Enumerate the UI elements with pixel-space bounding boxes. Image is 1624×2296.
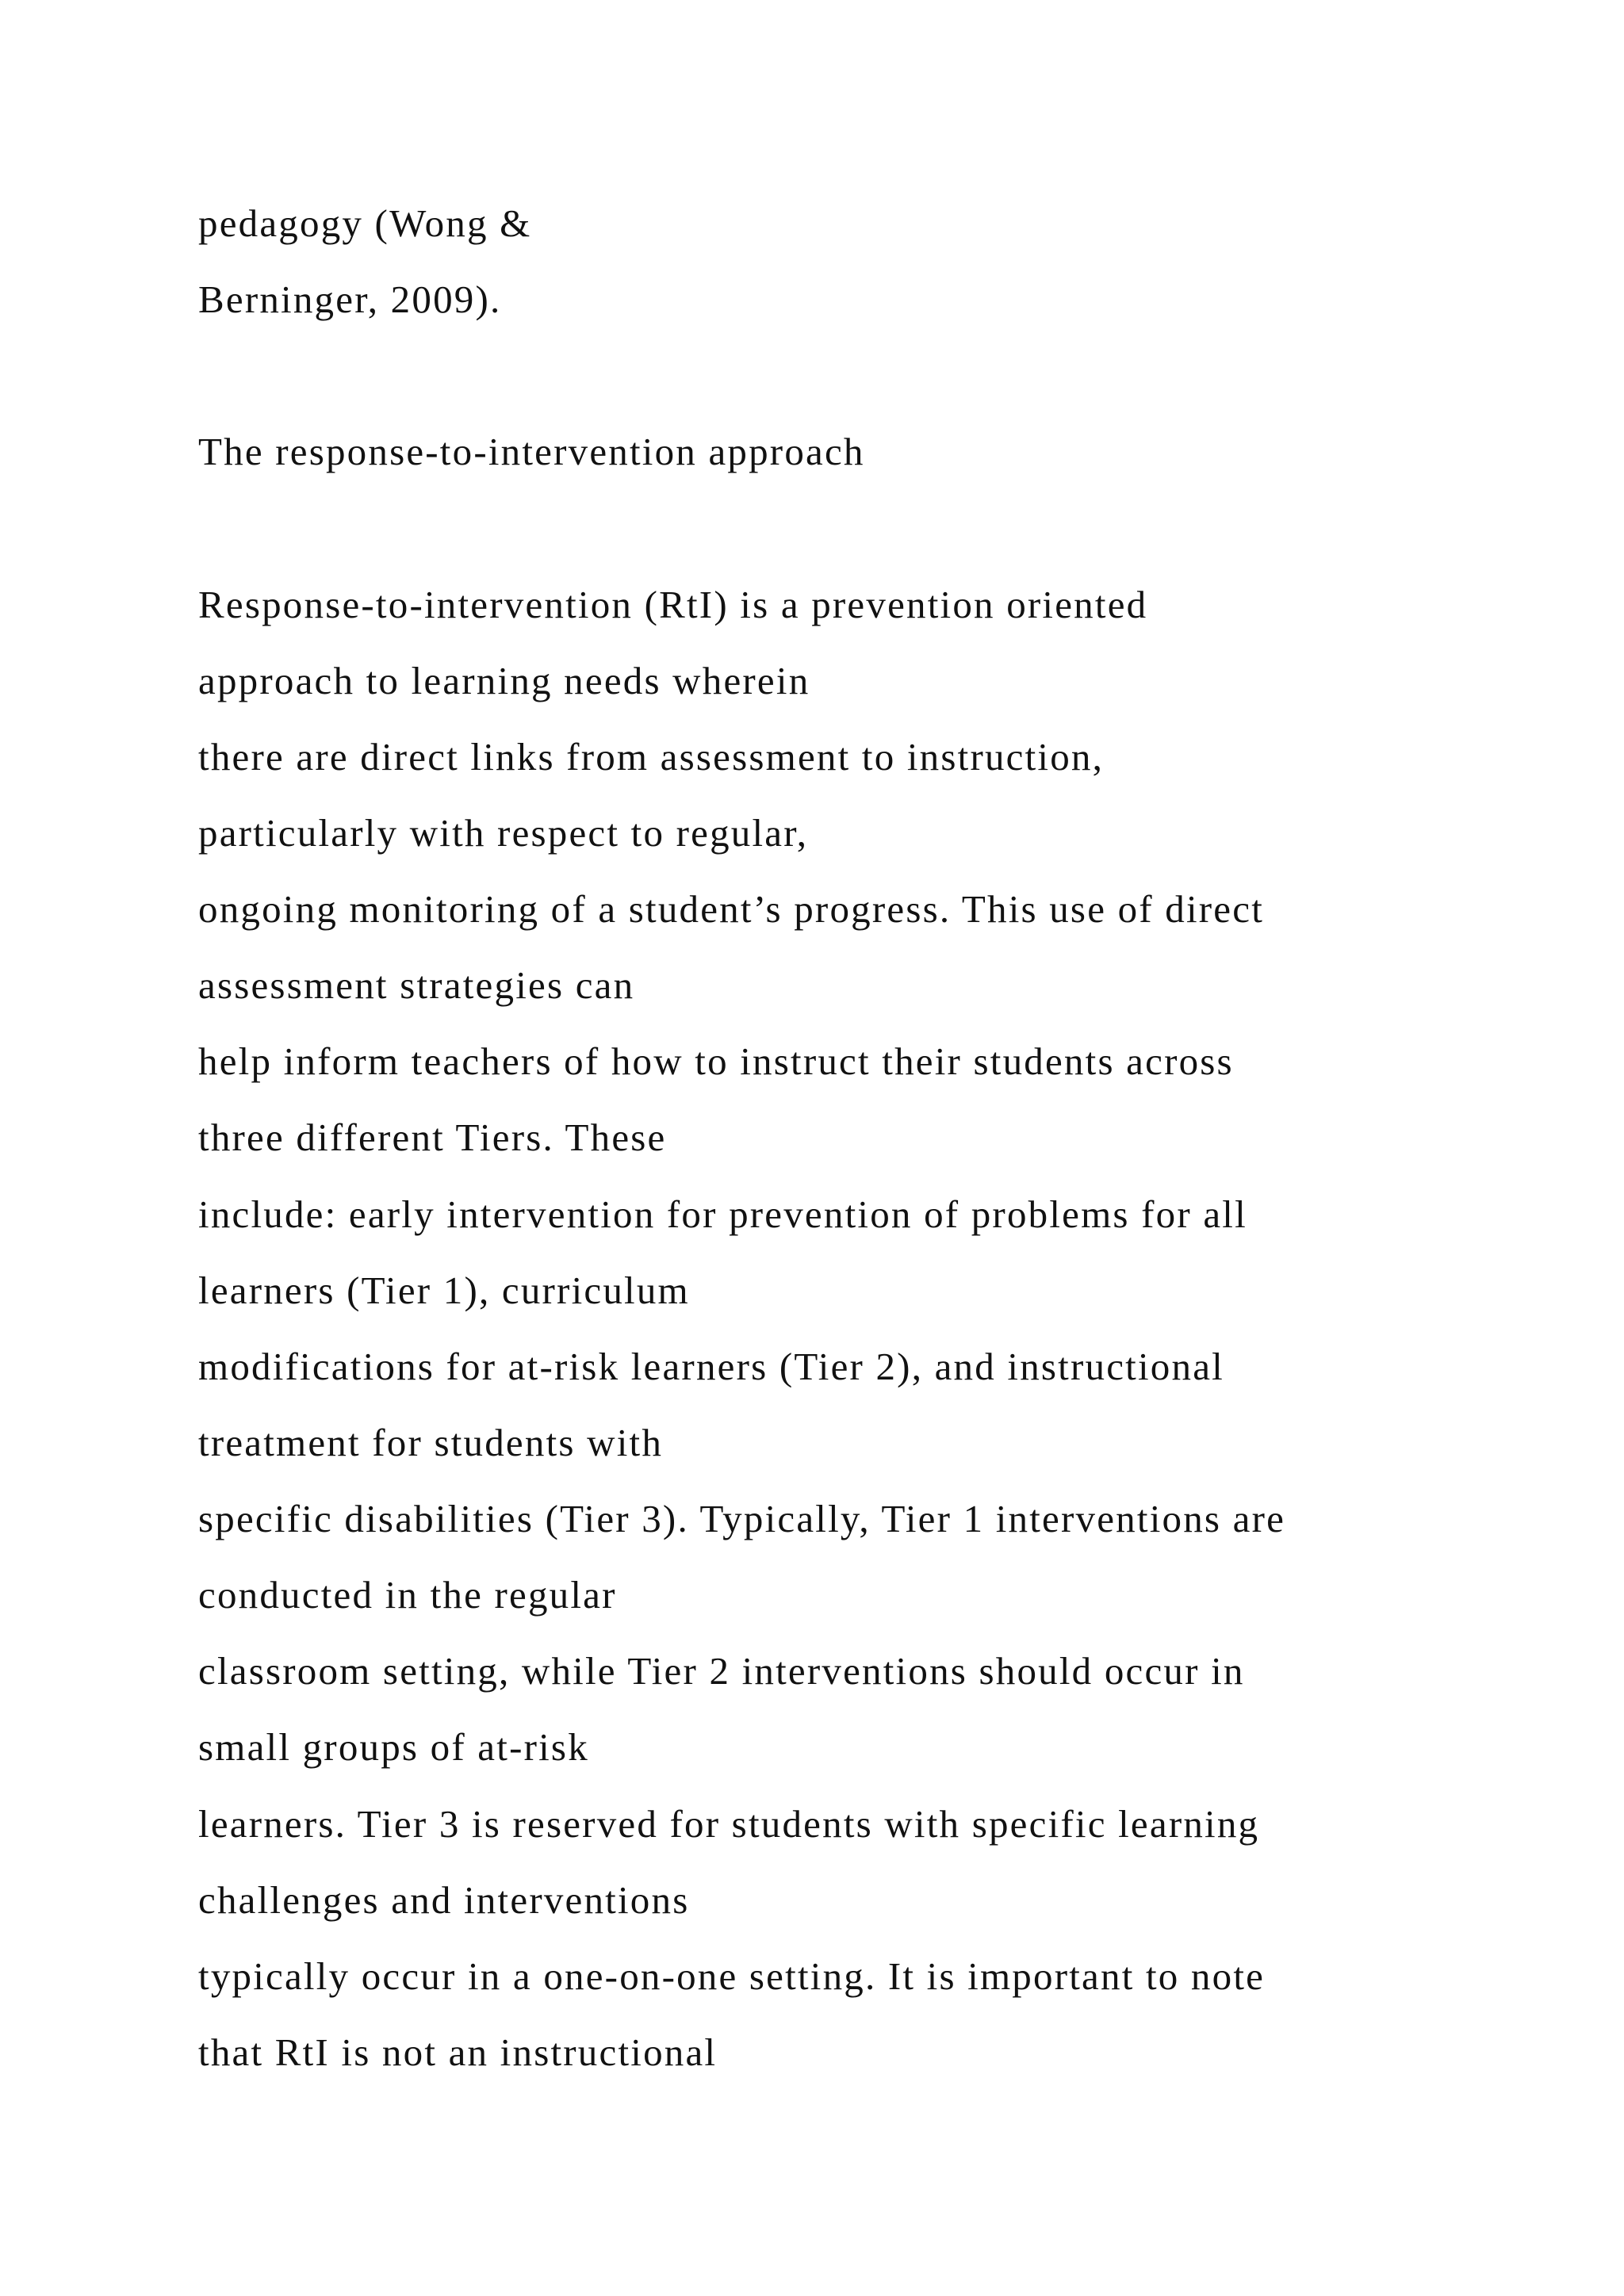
text-line: include: early intervention for prevention of problems for all <box>198 1192 1247 1236</box>
text-line: classroom setting, while Tier 2 interventions should occur in <box>198 1649 1245 1693</box>
text-line: small groups of at-risk <box>198 1725 589 1769</box>
text-line: conducted in the regular <box>198 1573 617 1617</box>
text-line: approach to learning needs wherein <box>198 659 810 702</box>
text-line: assessment strategies can <box>198 963 635 1007</box>
text-line: specific disabilities (Tier 3). Typically, Tier 1 interventions are <box>198 1497 1286 1540</box>
text-line: modifications for at-risk learners (Tier 2), and instructional <box>198 1345 1224 1388</box>
text-line: Response-to-intervention (RtI) is a prevention oriented <box>198 583 1148 626</box>
text-line: treatment for students with <box>198 1421 664 1464</box>
text-line: that RtI is not an instructional <box>198 2030 718 2074</box>
text-line: learners (Tier 1), curriculum <box>198 1269 690 1312</box>
text-line: there are direct links from assessment to instruction, <box>198 735 1105 779</box>
text-line: Berninger, 2009). <box>198 277 502 321</box>
text-line: pedagogy (Wong & <box>198 201 532 245</box>
text-line: challenges and interventions <box>198 1878 690 1922</box>
text-line: particularly with respect to regular, <box>198 811 809 855</box>
section-heading: The response-to-intervention approach <box>198 430 865 473</box>
text-line: learners. Tier 3 is reserved for students with specific learning <box>198 1802 1260 1846</box>
text-line: typically occur in a one-on-one setting. It is important to note <box>198 1954 1266 1998</box>
text-line: three different Tiers. These <box>198 1115 667 1159</box>
text-line: help inform teachers of how to instruct their students across <box>198 1039 1234 1083</box>
text-line: ongoing monitoring of a student’s progress. This use of direct <box>198 887 1265 931</box>
